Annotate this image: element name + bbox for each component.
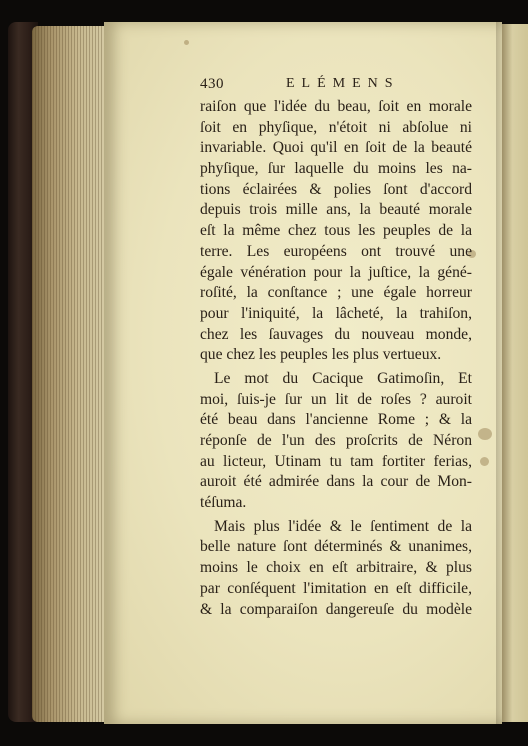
text-line: phyſique, ſur laquelle du moins les na- [200,160,472,178]
text-line: depuis trois mille ans, la beauté morale [200,201,472,219]
text-line: & la comparaiſon dangereuſe du modèle [200,600,472,618]
page-number: 430 [200,76,224,92]
text-line: Le mot du Cacique Gatimoſin, Et [214,369,472,387]
paragraph [200,369,472,514]
text-line: pour l'iniquité, la lâcheté, la trahiſon, [200,304,472,322]
text-line: au licteur, Utinam tu tam fortiter ferias, [200,452,472,470]
running-title: ELÉMENS [286,76,400,91]
text-line: moins le choix en eſt arbitraire, & plus [200,559,472,577]
page-header [200,76,472,97]
text-line: réponſe de l'un des proſcrits de Néron [200,432,472,449]
text-line: par conſéquent l'imitation en eſt difficile, [200,579,472,597]
text-line: belle nature ſont déterminés & unanimes, [200,538,472,556]
text-line: téſuma. [200,494,247,512]
text-line: été beau dans l'ancienne Rome ; & la [200,411,472,429]
text-line: ſoit en phyſique, n'étoit ni abſolue ni [200,118,472,136]
text-line: terre. Les européens ont trouvé une [200,242,472,260]
text-line: tions éclairées & polies ſont d'accord [200,180,472,198]
facing-page-edge [502,24,528,722]
text-line: chez les ſauvages du nouveau monde, [200,325,472,343]
text-line: auroit été admirée dans la cour de Mon- [200,473,472,491]
text-line: raiſon que l'idée du beau, ſoit en morale [200,98,472,115]
paragraph [200,517,472,620]
paragraph [200,97,472,366]
text-line: roſité, la conſtance ; une égale horreur [200,284,472,302]
text-line: que chez les peuples les plus vertueux. [200,346,442,364]
foxing-spot [478,428,492,440]
foxing-spot [480,457,489,466]
text-line: invariable. Quoi qu'il en ſoit de la beauté [200,139,472,157]
text-line: eſt la même chez tous les peuples de la [200,222,472,240]
text-line: égale vénération pour la juſtice, la géné- [200,263,472,281]
page-text [200,76,472,620]
text-line: moi, ſuis-je ſur un lit de roſes ? auroit [200,390,472,408]
foxing-spot [184,40,189,45]
text-line: Mais plus l'idée & le ſentiment de la [214,517,472,535]
page-edges [32,26,108,722]
